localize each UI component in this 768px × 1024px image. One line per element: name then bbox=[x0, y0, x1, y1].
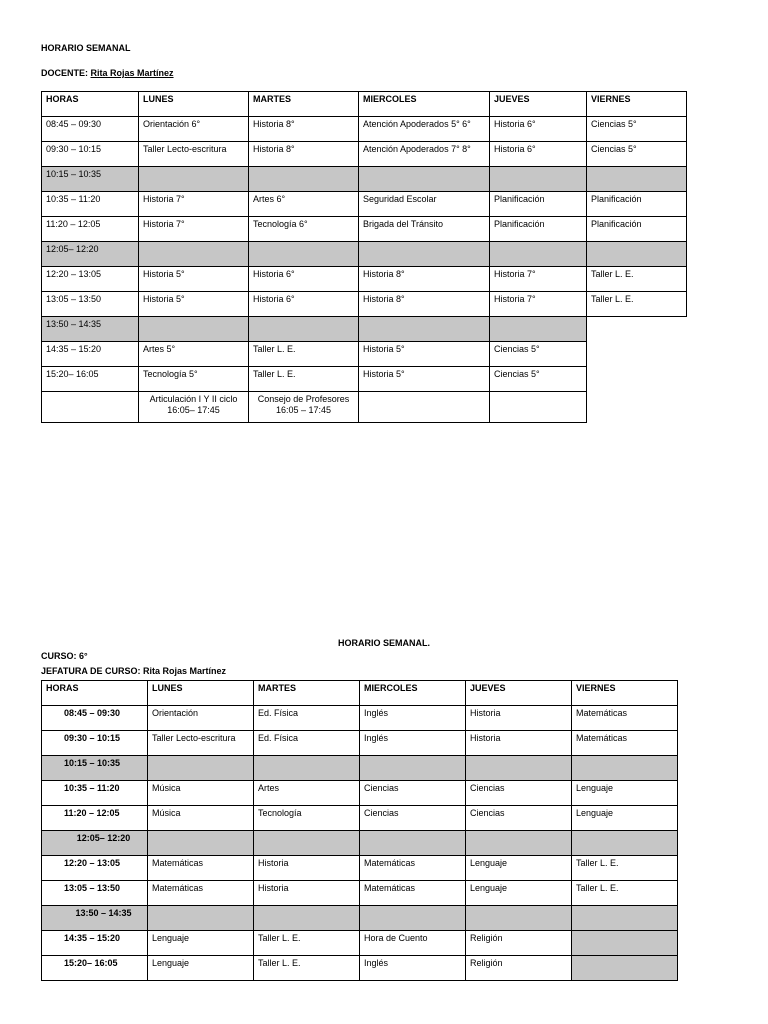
time-cell: 13:05 – 13:50 bbox=[42, 881, 148, 906]
teacher-schedule-table bbox=[41, 91, 687, 423]
doc1-docente bbox=[41, 68, 174, 78]
table-cell: Religión bbox=[466, 931, 572, 956]
table-row bbox=[42, 781, 678, 806]
table-cell: Ciencias 5° bbox=[490, 367, 587, 392]
table-cell: Historia bbox=[254, 856, 360, 881]
table-row bbox=[42, 267, 687, 292]
time-cell: 12:05– 12:20 bbox=[42, 831, 148, 856]
table-row bbox=[42, 167, 687, 192]
table-cell bbox=[466, 831, 572, 856]
table-cell: Taller L. E. bbox=[249, 342, 359, 367]
table-cell: Música bbox=[148, 806, 254, 831]
table-cell: Taller L. E. bbox=[587, 267, 687, 292]
header-row bbox=[42, 92, 687, 117]
table-cell: Atención Apoderados 7° 8° bbox=[359, 142, 490, 167]
table-row bbox=[42, 906, 678, 931]
table-cell: Planificación bbox=[490, 217, 587, 242]
table-cell: Artes bbox=[254, 781, 360, 806]
table-cell bbox=[490, 167, 587, 192]
table-cell: Planificación bbox=[490, 192, 587, 217]
table-row bbox=[42, 392, 687, 423]
time-cell: 12:20 – 13:05 bbox=[42, 267, 139, 292]
table-row bbox=[42, 856, 678, 881]
table-cell: Matemáticas bbox=[360, 881, 466, 906]
table-cell: Ciencias 5° bbox=[587, 142, 687, 167]
table-row bbox=[42, 192, 687, 217]
header-row bbox=[42, 681, 678, 706]
column-header: MIERCOLES bbox=[359, 92, 490, 117]
table-row bbox=[42, 731, 678, 756]
table-cell: Matemáticas bbox=[360, 856, 466, 881]
table-cell: Articulación I Y II ciclo 16:05– 17:45 bbox=[139, 392, 249, 423]
table-cell bbox=[587, 392, 687, 423]
time-cell: 13:50 – 14:35 bbox=[42, 317, 139, 342]
table-cell: Historia 5° bbox=[359, 342, 490, 367]
table-cell: Artes 5° bbox=[139, 342, 249, 367]
table-cell bbox=[466, 756, 572, 781]
column-header: VIERNES bbox=[572, 681, 678, 706]
table-cell bbox=[139, 317, 249, 342]
table-cell bbox=[360, 906, 466, 931]
table-cell bbox=[490, 242, 587, 267]
table-cell: Matemáticas bbox=[572, 731, 678, 756]
table-cell: Historia 5° bbox=[139, 292, 249, 317]
table-row bbox=[42, 881, 678, 906]
table-row bbox=[42, 831, 678, 856]
time-cell: 15:20– 16:05 bbox=[42, 956, 148, 981]
table-cell: Hora de Cuento bbox=[360, 931, 466, 956]
time-cell: 10:15 – 10:35 bbox=[42, 167, 139, 192]
table-cell: Lenguaje bbox=[466, 856, 572, 881]
time-cell: 11:20 – 12:05 bbox=[42, 806, 148, 831]
table-cell bbox=[148, 831, 254, 856]
table-row bbox=[42, 292, 687, 317]
time-cell: 08:45 – 09:30 bbox=[42, 117, 139, 142]
curso-value: 6° bbox=[79, 651, 88, 661]
table-row bbox=[42, 142, 687, 167]
column-header: HORAS bbox=[42, 681, 148, 706]
column-header: HORAS bbox=[42, 92, 139, 117]
table-cell: Taller L. E. bbox=[587, 292, 687, 317]
table-cell bbox=[587, 342, 687, 367]
table-row bbox=[42, 117, 687, 142]
table-cell: Historia 5° bbox=[359, 367, 490, 392]
table-cell: Ciencias 5° bbox=[490, 342, 587, 367]
table-cell bbox=[572, 956, 678, 981]
time-cell: 13:50 – 14:35 bbox=[42, 906, 148, 931]
table-cell: Historia 6° bbox=[249, 267, 359, 292]
table-cell: Historia 7° bbox=[490, 292, 587, 317]
time-cell: 12:20 – 13:05 bbox=[42, 856, 148, 881]
table-cell: Matemáticas bbox=[148, 881, 254, 906]
doc1-title: HORARIO SEMANAL bbox=[41, 43, 131, 53]
doc2-title: HORARIO SEMANAL. bbox=[338, 638, 430, 648]
table-row bbox=[42, 706, 678, 731]
table-cell: Tecnología 5° bbox=[139, 367, 249, 392]
column-header: LUNES bbox=[148, 681, 254, 706]
table-cell: Planificación bbox=[587, 192, 687, 217]
column-header: JUEVES bbox=[490, 92, 587, 117]
table-cell: Inglés bbox=[360, 731, 466, 756]
column-header: VIERNES bbox=[587, 92, 687, 117]
table-cell bbox=[572, 906, 678, 931]
table-row bbox=[42, 342, 687, 367]
time-cell: 11:20 – 12:05 bbox=[42, 217, 139, 242]
table-cell: Planificación bbox=[587, 217, 687, 242]
table-cell bbox=[360, 831, 466, 856]
table-cell: Historia 7° bbox=[139, 192, 249, 217]
table-cell bbox=[359, 242, 490, 267]
table-cell: Taller L. E. bbox=[572, 881, 678, 906]
table-cell: Taller Lecto-escritura bbox=[139, 142, 249, 167]
table-cell: Historia 8° bbox=[249, 117, 359, 142]
table-cell: Lenguaje bbox=[572, 806, 678, 831]
table-cell: Atención Apoderados 5° 6° bbox=[359, 117, 490, 142]
time-cell: 10:35 – 11:20 bbox=[42, 781, 148, 806]
table-cell bbox=[148, 906, 254, 931]
table-row bbox=[42, 931, 678, 956]
table-cell: Historia 8° bbox=[249, 142, 359, 167]
table-cell: Música bbox=[148, 781, 254, 806]
docente-label: DOCENTE: bbox=[41, 68, 88, 78]
time-cell: 09:30 – 10:15 bbox=[42, 142, 139, 167]
table-cell bbox=[587, 367, 687, 392]
table-cell: Historia 8° bbox=[359, 292, 490, 317]
time-cell bbox=[42, 392, 139, 423]
table-cell: Seguridad Escolar bbox=[359, 192, 490, 217]
table-cell bbox=[587, 167, 687, 192]
table-cell: Taller L. E. bbox=[572, 856, 678, 881]
column-header: MARTES bbox=[249, 92, 359, 117]
curso-label: CURSO: bbox=[41, 651, 77, 661]
table-cell: Ciencias 5° bbox=[587, 117, 687, 142]
table-cell bbox=[139, 167, 249, 192]
table-cell: Matemáticas bbox=[572, 706, 678, 731]
table-cell: Historia bbox=[254, 881, 360, 906]
table-cell: Orientación 6° bbox=[139, 117, 249, 142]
table-row bbox=[42, 242, 687, 267]
table-cell: Artes 6° bbox=[249, 192, 359, 217]
table-cell: Lenguaje bbox=[148, 956, 254, 981]
column-header: JUEVES bbox=[466, 681, 572, 706]
table-cell: Ed. Física bbox=[254, 731, 360, 756]
table-cell bbox=[359, 317, 490, 342]
time-cell: 10:35 – 11:20 bbox=[42, 192, 139, 217]
time-cell: 10:15 – 10:35 bbox=[42, 756, 148, 781]
table-row bbox=[42, 317, 687, 342]
table-cell: Historia 6° bbox=[249, 292, 359, 317]
table-cell: Tecnología bbox=[254, 806, 360, 831]
table-cell: Historia 5° bbox=[139, 267, 249, 292]
table-cell: Ed. Física bbox=[254, 706, 360, 731]
doc2-jefatura bbox=[41, 666, 226, 676]
table-cell: Matemáticas bbox=[148, 856, 254, 881]
table-row bbox=[42, 956, 678, 981]
table-cell bbox=[359, 167, 490, 192]
table-cell: Inglés bbox=[360, 706, 466, 731]
table-cell: Historia 6° bbox=[490, 142, 587, 167]
table-cell: Ciencias bbox=[360, 781, 466, 806]
table-row bbox=[42, 756, 678, 781]
time-cell: 15:20– 16:05 bbox=[42, 367, 139, 392]
time-cell: 14:35 – 15:20 bbox=[42, 342, 139, 367]
time-cell: 12:05– 12:20 bbox=[42, 242, 139, 267]
table-cell: Historia bbox=[466, 706, 572, 731]
table-cell: Orientación bbox=[148, 706, 254, 731]
table-cell: Ciencias bbox=[466, 806, 572, 831]
table-cell: Taller L. E. bbox=[254, 956, 360, 981]
table-cell bbox=[249, 242, 359, 267]
table-cell: Lenguaje bbox=[148, 931, 254, 956]
column-header: LUNES bbox=[139, 92, 249, 117]
table-cell: Tecnología 6° bbox=[249, 217, 359, 242]
table-cell: Religión bbox=[466, 956, 572, 981]
table-cell bbox=[139, 242, 249, 267]
table-cell bbox=[490, 392, 587, 423]
table-cell: Historia 7° bbox=[490, 267, 587, 292]
table-cell: Consejo de Profesores 16:05 – 17:45 bbox=[249, 392, 359, 423]
table-cell bbox=[572, 756, 678, 781]
table-cell bbox=[254, 906, 360, 931]
table-cell bbox=[572, 831, 678, 856]
time-cell: 09:30 – 10:15 bbox=[42, 731, 148, 756]
time-cell: 14:35 – 15:20 bbox=[42, 931, 148, 956]
table-row bbox=[42, 217, 687, 242]
table-cell bbox=[466, 906, 572, 931]
docente-name: Rita Rojas Martínez bbox=[90, 68, 174, 78]
table-cell bbox=[587, 242, 687, 267]
table-cell bbox=[254, 756, 360, 781]
table-cell: Ciencias bbox=[360, 806, 466, 831]
table-cell bbox=[254, 831, 360, 856]
table-cell: Lenguaje bbox=[572, 781, 678, 806]
table-cell: Taller L. E. bbox=[249, 367, 359, 392]
table-cell: Historia 6° bbox=[490, 117, 587, 142]
table-cell: Lenguaje bbox=[466, 881, 572, 906]
table-cell bbox=[249, 167, 359, 192]
table-cell bbox=[490, 317, 587, 342]
doc2-curso bbox=[41, 651, 88, 661]
table-cell: Inglés bbox=[360, 956, 466, 981]
table-cell: Historia 7° bbox=[139, 217, 249, 242]
table-cell bbox=[572, 931, 678, 956]
table-cell: Historia bbox=[466, 731, 572, 756]
table-cell bbox=[359, 392, 490, 423]
table-cell: Historia 8° bbox=[359, 267, 490, 292]
table-cell bbox=[148, 756, 254, 781]
table-cell: Ciencias bbox=[466, 781, 572, 806]
column-header: MARTES bbox=[254, 681, 360, 706]
column-header: MIERCOLES bbox=[360, 681, 466, 706]
jefatura-name: Rita Rojas Martínez bbox=[143, 666, 227, 676]
jefatura-label: JEFATURA DE CURSO: bbox=[41, 666, 141, 676]
table-row bbox=[42, 806, 678, 831]
table-cell bbox=[587, 317, 687, 342]
table-cell bbox=[249, 317, 359, 342]
table-cell: Brigada del Tránsito bbox=[359, 217, 490, 242]
course-schedule-table bbox=[41, 680, 678, 981]
table-row bbox=[42, 367, 687, 392]
table-cell: Taller L. E. bbox=[254, 931, 360, 956]
time-cell: 13:05 – 13:50 bbox=[42, 292, 139, 317]
time-cell: 08:45 – 09:30 bbox=[42, 706, 148, 731]
table-cell bbox=[360, 756, 466, 781]
table-cell: Taller Lecto-escritura bbox=[148, 731, 254, 756]
